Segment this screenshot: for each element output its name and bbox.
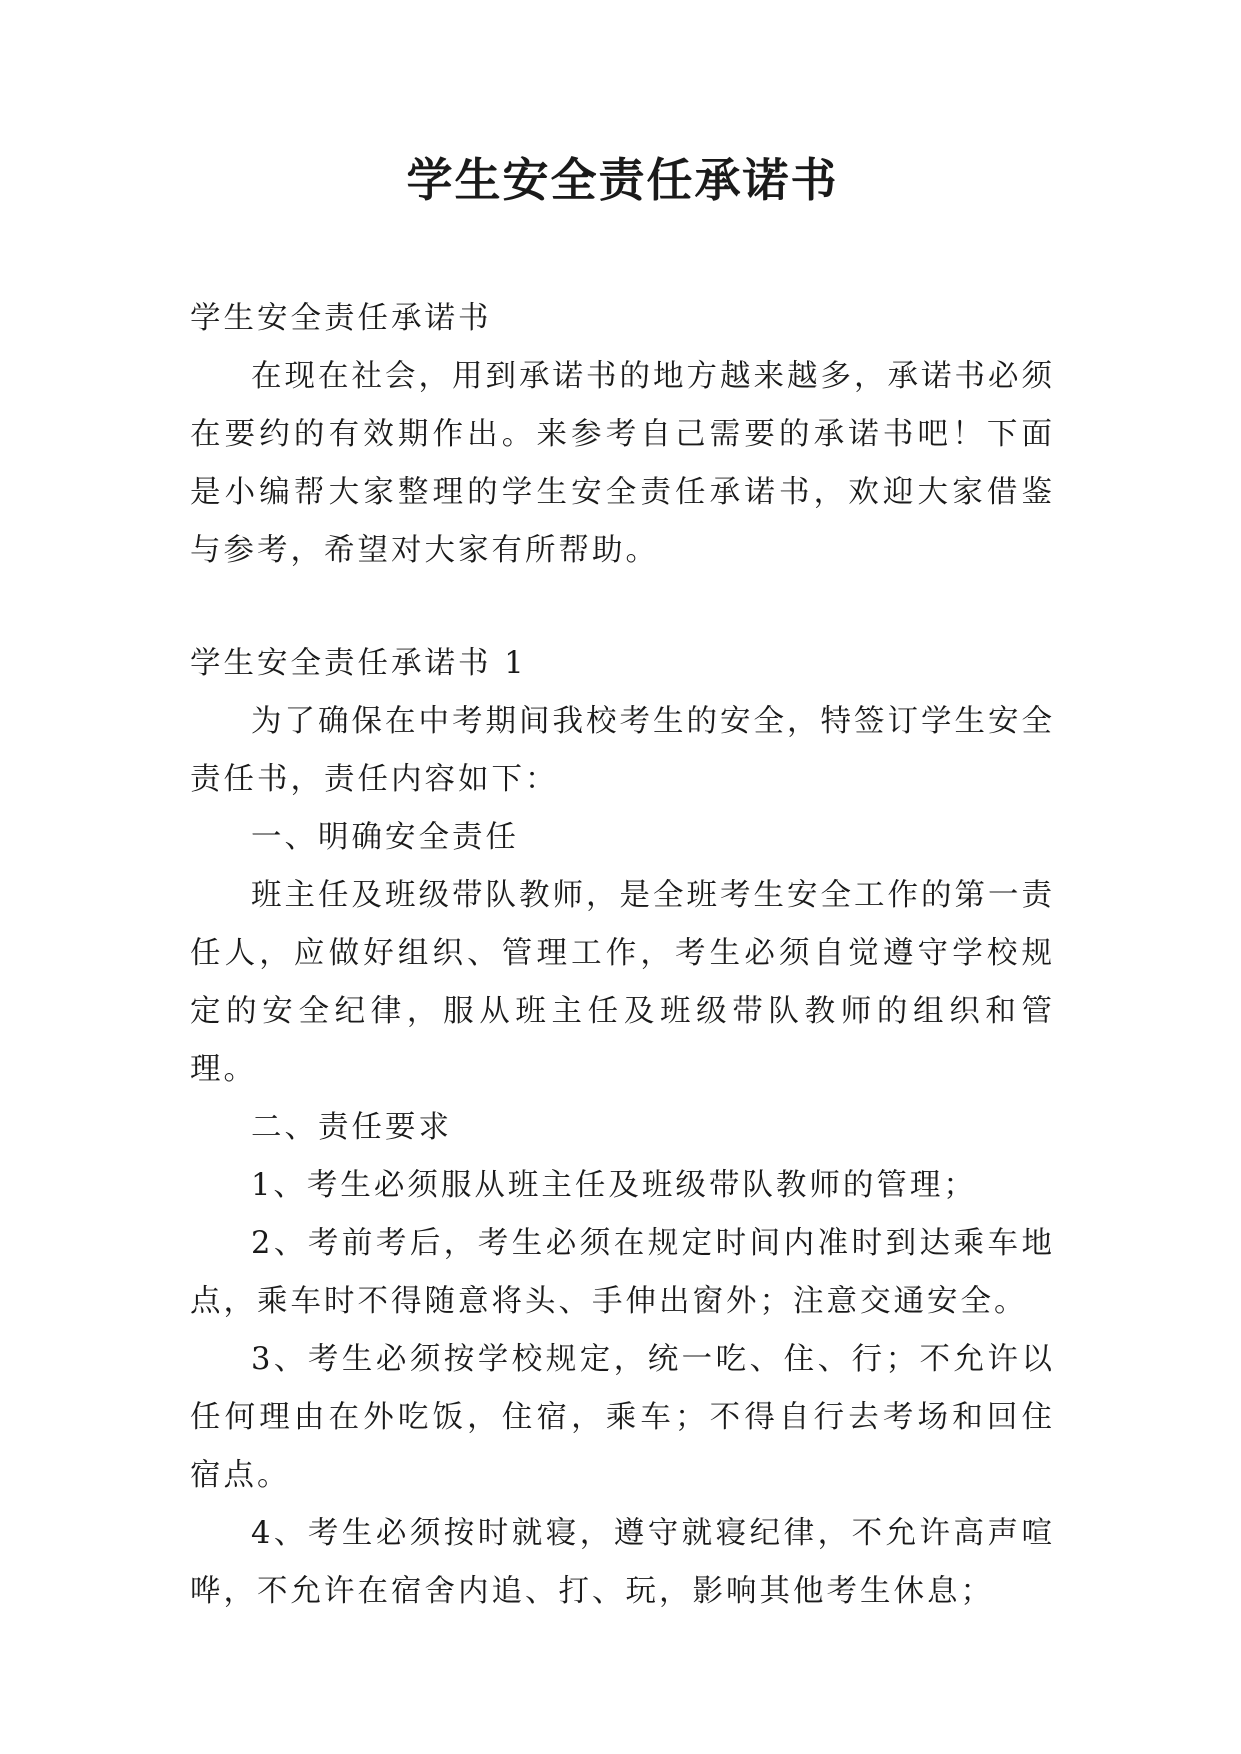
section-1-list-item: 2、考前考后，考生必须在规定时间内准时到达乘车地点，乘车时不得随意将头、手伸出窗外；注意交通安全。 [190,1226,1055,1319]
section-1-heading: 学生安全责任承诺书 1 [190,646,527,681]
section-1-subheading: 一、明确安全责任 [251,820,519,855]
intro-paragraph: 在现在社会，用到承诺书的地方越来越多，承诺书必须在要约的有效期作出。来参考自己需要的承诺书吧！下面是小编帮大家整理的学生安全责任承诺书，欢迎大家借鉴与参考，希望对大家有所帮助。 [190,359,1055,568]
intro-heading: 学生安全责任承诺书 [190,301,492,336]
section-1-paragraph: 班主任及班级带队教师，是全班考生安全工作的第一责任人，应做好组织、管理工作，考生必须自觉遵守学校规定的安全纪律，服从班主任及班级带队教师的组织和管理。 [190,878,1055,1087]
document-title: 学生安全责任承诺书 [406,153,839,207]
section-1-list-item: 3、考生必须按学校规定，统一吃、住、行；不允许以任何理由在外吃饭，住宿，乘车；不得自行去考场和回住宿点。 [190,1342,1055,1493]
section-1-paragraph: 为了确保在中考期间我校考生的安全，特签订学生安全责任书，责任内容如下： [190,704,1055,797]
intro-section [190,290,1055,580]
section-1-subheading: 二、责任要求 [251,1110,452,1145]
section-1-list-item: 4、考生必须按时就寝，遵守就寝纪律，不允许高声喧哗，不允许在宿舍内追、打、玩，影响其他考生休息； [190,1516,1055,1609]
section-1 [190,635,1055,1621]
section-1-list-item: 1、考生必须服从班主任及班级带队教师的管理； [251,1168,977,1203]
